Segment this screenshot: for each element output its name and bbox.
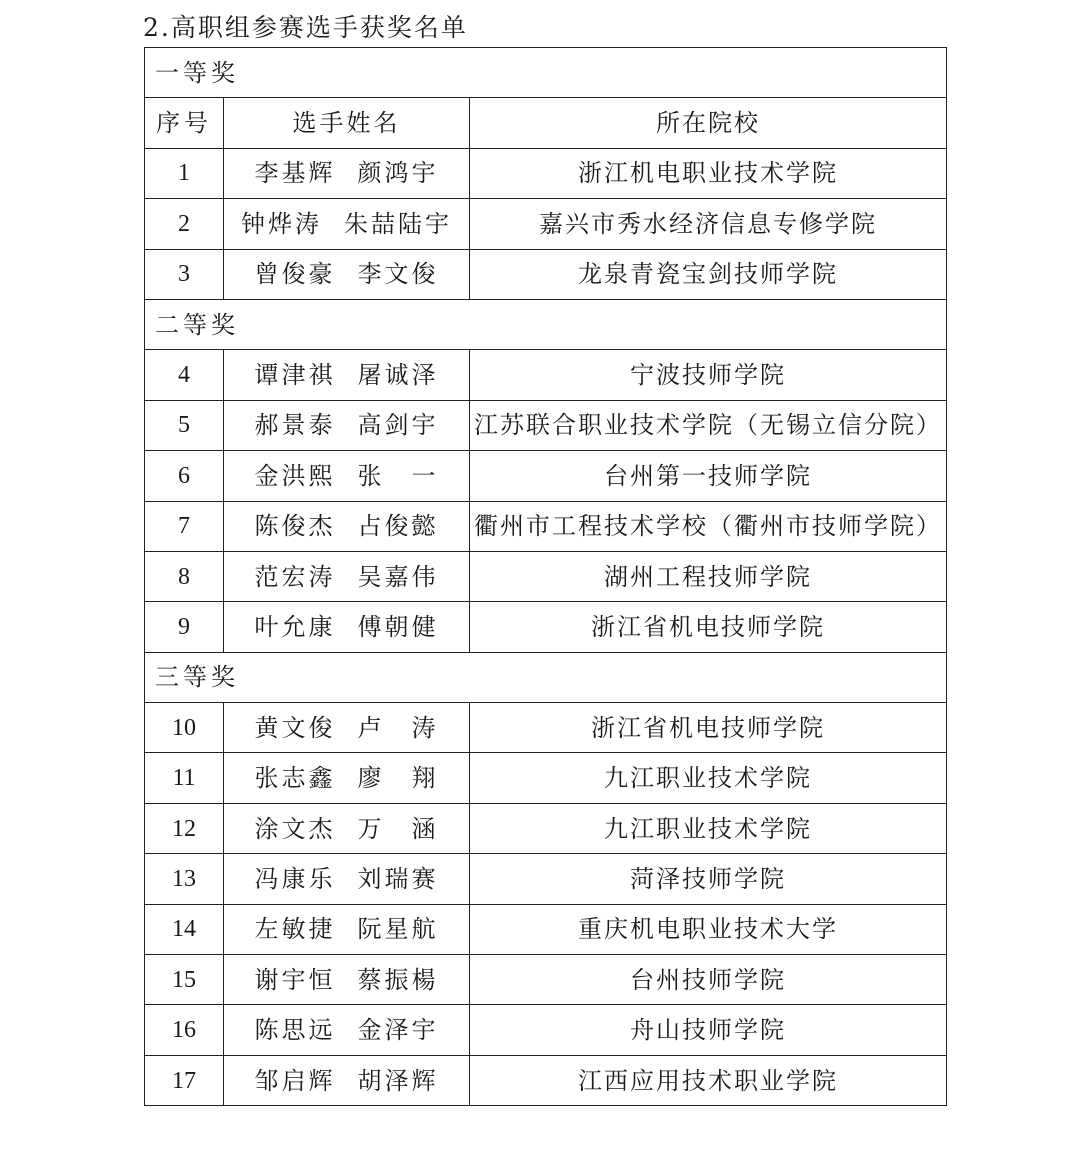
seq-cell: 13 xyxy=(145,854,224,904)
section-label: 二等奖 xyxy=(145,299,947,349)
section-label: 一等奖 xyxy=(145,48,947,98)
seq-cell: 10 xyxy=(145,703,224,753)
table-row xyxy=(145,904,947,954)
seq-cell: 17 xyxy=(145,1055,224,1105)
contestant-name-1: 曾俊豪 xyxy=(254,260,336,289)
contestant-name-2: 占俊懿 xyxy=(357,512,439,541)
seq-cell: 14 xyxy=(145,904,224,954)
contestant-name-1: 叶允康 xyxy=(254,612,336,641)
table-row xyxy=(145,249,947,299)
names-cell xyxy=(224,602,470,652)
contestant-name-1: 谢宇恒 xyxy=(254,965,336,994)
contestant-name-1: 张志鑫 xyxy=(254,764,336,793)
contestant-name-2: 阮星航 xyxy=(357,915,439,944)
school-cell: 湖州工程技师学院 xyxy=(470,551,947,601)
contestant-name-2: 颜鸿宇 xyxy=(357,159,439,188)
seq-cell: 3 xyxy=(145,249,224,299)
header-name: 选手姓名 xyxy=(224,98,470,148)
seq-cell: 11 xyxy=(145,753,224,803)
header-seq: 序号 xyxy=(145,98,224,148)
table-row xyxy=(145,803,947,853)
names-cell xyxy=(224,1055,470,1105)
school-cell: 衢州市工程技术学校（衢州市技师学院） xyxy=(470,501,947,551)
names-cell xyxy=(224,350,470,400)
contestant-name-1: 钟烨涛 xyxy=(241,209,322,238)
contestant-name-2: 吴嘉伟 xyxy=(357,562,439,591)
school-cell: 浙江机电职业技术学院 xyxy=(470,148,947,198)
contestant-name-1: 左敏捷 xyxy=(254,915,336,944)
table-row xyxy=(145,400,947,450)
contestant-name-1: 陈思远 xyxy=(254,1016,336,1045)
contestant-name-2: 屠诚泽 xyxy=(357,361,439,390)
school-cell: 菏泽技师学院 xyxy=(470,854,947,904)
table-row xyxy=(145,350,947,400)
table-row xyxy=(145,854,947,904)
names-cell xyxy=(224,1005,470,1055)
seq-cell: 4 xyxy=(145,350,224,400)
names-cell xyxy=(224,148,470,198)
contestant-name-1: 邹启辉 xyxy=(254,1066,336,1095)
award-table xyxy=(144,47,947,1106)
seq-cell: 1 xyxy=(145,148,224,198)
school-cell: 嘉兴市秀水经济信息专修学院 xyxy=(470,199,947,249)
contestant-name-2: 高剑宇 xyxy=(357,411,439,440)
table-row xyxy=(145,1005,947,1055)
school-cell: 龙泉青瓷宝剑技师学院 xyxy=(470,249,947,299)
seq-cell: 5 xyxy=(145,400,224,450)
school-cell: 浙江省机电技师学院 xyxy=(470,703,947,753)
names-cell xyxy=(224,551,470,601)
seq-cell: 9 xyxy=(145,602,224,652)
table-row xyxy=(145,1055,947,1105)
school-cell: 九江职业技术学院 xyxy=(470,753,947,803)
table-row xyxy=(145,703,947,753)
seq-cell: 7 xyxy=(145,501,224,551)
school-cell: 宁波技师学院 xyxy=(470,350,947,400)
contestant-name-2: 廖 翔 xyxy=(357,764,439,793)
school-cell: 台州第一技师学院 xyxy=(470,451,947,501)
school-cell: 浙江省机电技师学院 xyxy=(470,602,947,652)
contestant-name-2: 胡泽辉 xyxy=(357,1066,439,1095)
contestant-name-1: 金洪熙 xyxy=(254,461,336,490)
names-cell xyxy=(224,753,470,803)
school-cell: 舟山技师学院 xyxy=(470,1005,947,1055)
table-row xyxy=(145,551,947,601)
names-cell xyxy=(224,501,470,551)
names-cell xyxy=(224,803,470,853)
header-row xyxy=(145,98,947,148)
table-row xyxy=(145,955,947,1005)
contestant-name-1: 冯康乐 xyxy=(254,864,336,893)
names-cell xyxy=(224,199,470,249)
seq-cell: 6 xyxy=(145,451,224,501)
section-label: 三等奖 xyxy=(145,652,947,702)
names-cell xyxy=(224,955,470,1005)
seq-cell: 16 xyxy=(145,1005,224,1055)
award-table-body xyxy=(145,48,947,1106)
school-cell: 江西应用技术职业学院 xyxy=(470,1055,947,1105)
contestant-name-2: 李文俊 xyxy=(357,260,439,289)
table-row xyxy=(145,199,947,249)
header-school: 所在院校 xyxy=(470,98,947,148)
names-cell xyxy=(224,904,470,954)
contestant-name-2: 卢 涛 xyxy=(357,713,439,742)
contestant-name-1: 李基辉 xyxy=(254,159,336,188)
table-row xyxy=(145,148,947,198)
section-row xyxy=(145,299,947,349)
names-cell xyxy=(224,451,470,501)
section-row xyxy=(145,48,947,98)
contestant-name-2: 蔡振楊 xyxy=(357,965,439,994)
school-cell: 台州技师学院 xyxy=(470,955,947,1005)
contestant-name-1: 黄文俊 xyxy=(254,713,336,742)
table-row xyxy=(145,753,947,803)
document-title: 2.高职组参赛选手获奖名单 xyxy=(143,13,468,42)
school-cell: 九江职业技术学院 xyxy=(470,803,947,853)
contestant-name-1: 郝景泰 xyxy=(254,411,336,440)
names-cell xyxy=(224,400,470,450)
table-row xyxy=(145,602,947,652)
section-row xyxy=(145,652,947,702)
seq-cell: 15 xyxy=(145,955,224,1005)
contestant-name-1: 涂文杰 xyxy=(254,814,336,843)
seq-cell: 2 xyxy=(145,199,224,249)
contestant-name-1: 范宏涛 xyxy=(254,562,336,591)
seq-cell: 12 xyxy=(145,803,224,853)
school-cell: 江苏联合职业技术学院（无锡立信分院） xyxy=(470,400,947,450)
contestant-name-2: 刘瑞赛 xyxy=(357,864,439,893)
table-row xyxy=(145,451,947,501)
seq-cell: 8 xyxy=(145,551,224,601)
contestant-name-2: 金泽宇 xyxy=(357,1016,439,1045)
names-cell xyxy=(224,249,470,299)
names-cell xyxy=(224,854,470,904)
names-cell xyxy=(224,703,470,753)
contestant-name-1: 陈俊杰 xyxy=(254,512,336,541)
contestant-name-2: 张 一 xyxy=(357,461,439,490)
contestant-name-2: 朱喆陆宇 xyxy=(344,209,452,238)
school-cell: 重庆机电职业技术大学 xyxy=(470,904,947,954)
table-row xyxy=(145,501,947,551)
contestant-name-2: 万 涵 xyxy=(357,814,439,843)
contestant-name-2: 傅朝健 xyxy=(357,612,439,641)
contestant-name-1: 谭津祺 xyxy=(254,361,336,390)
